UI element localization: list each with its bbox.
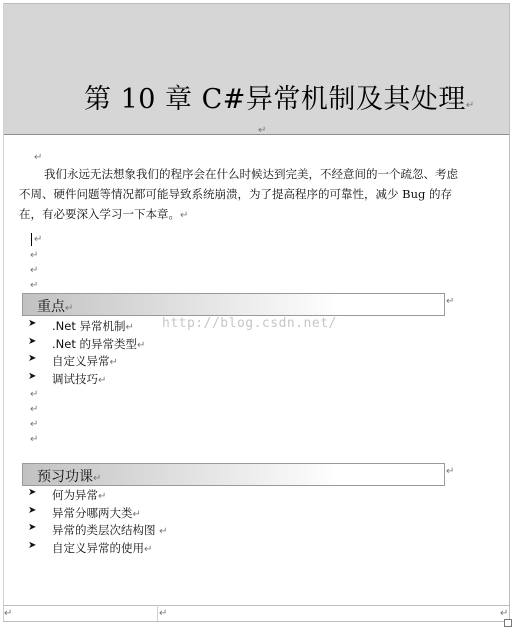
page-bottom-edge	[3, 621, 510, 622]
paragraph-mark-icon: ↵	[446, 466, 455, 477]
chapter-header-band[interactable]	[4, 4, 509, 135]
bullet-arrow-icon: ➤	[28, 522, 37, 533]
paragraph-mark-icon: ↵	[132, 508, 141, 520]
bullet-arrow-icon: ➤	[28, 353, 37, 364]
bullet-arrow-icon: ➤	[28, 487, 37, 498]
paragraph-mark-icon: ↵	[65, 303, 74, 314]
chapter-title-text[interactable]: 第 10 章 C#异常机制及其处理	[84, 84, 466, 115]
paragraph-mark-icon: ↵	[4, 608, 13, 619]
section-heading-label[interactable]: 重点↵	[37, 299, 74, 315]
paragraph-mark-icon: ↵	[30, 265, 39, 276]
section-heading-label[interactable]: 预习功课↵	[37, 469, 102, 485]
watermark: http://blog.csdn.net/	[162, 316, 337, 331]
paragraph-mark-icon: ↵	[98, 491, 107, 502]
paragraph-mark-icon: ↵	[159, 608, 168, 619]
paragraph-mark-icon: ↵	[137, 339, 146, 351]
paragraph-mark-icon: ↵	[34, 152, 43, 163]
paragraph-mark-icon: ↵	[125, 322, 134, 333]
paragraph-mark-icon: ↵	[258, 125, 267, 136]
intro-paragraph-text[interactable]: 我们永远无法想象我们的程序会在什么时候达到完美，不经意间的一个疏忽、考虑不周、硬件问题等情况都可能导致系统崩溃，为了提高程序的可靠性，减少 Bug 的存在，有必要深入学习一下本章。	[19, 167, 458, 221]
text-cursor	[31, 233, 32, 246]
paragraph-mark-icon: ↵	[30, 250, 39, 261]
intro-paragraph[interactable]	[19, 164, 459, 226]
bullet-arrow-icon: ➤	[28, 539, 37, 551]
paragraph-mark-icon: ↵	[159, 526, 168, 537]
paragraph-mark-icon: ↵	[30, 280, 39, 291]
page-right-edge	[509, 3, 510, 621]
footer-top-edge	[3, 605, 510, 606]
section-heading-preview[interactable]	[22, 463, 445, 486]
paragraph-mark-icon: ↵	[30, 419, 39, 430]
document-page: 第 10 章 C#异常机制及其处理↵ ↵ ↵ 我们永远无法想象我们的程序会在什么时候达到完美，不经意间的一个疏忽、考虑不周、硬件问题等情况都可能导致系统崩溃，为了提高程序的可靠性，减少 Bug 的存在，有必要深入学习一下本章。↵ ↵ ↵ ↵ ↵ 重点↵ ↵ ➤ .Net 异常机制↵ ➤ .Net 的异常类型↵ ➤ 自定义异常↵ ➤ 调试技巧↵ http://blog.csdn.net/ ↵ ↵ ↵ ↵ 预习功课↵ ↵ ➤ 何为异常↵ ➤ 异常分哪两大类↵ ➤ 异常的类层次结构图 ↵ ➤ 自定义异常的使用↵ ↵ ↵ ↵	[0, 0, 515, 626]
bullet-arrow-icon: ➤	[28, 504, 37, 516]
paragraph-mark-icon: ↵	[180, 210, 189, 221]
paragraph-mark-icon: ↵	[500, 608, 509, 619]
bullet-arrow-icon: ➤	[28, 370, 37, 382]
paragraph-mark-icon: ↵	[446, 296, 455, 307]
footer-cell-divider	[157, 605, 158, 621]
bullet-arrow-icon: ➤	[28, 318, 37, 329]
paragraph-mark-icon: ↵	[98, 374, 107, 386]
paragraph-mark-icon: ↵	[144, 543, 153, 555]
bullet-arrow-icon: ➤	[28, 335, 37, 347]
paragraph-mark-icon: ↵	[30, 404, 39, 415]
paragraph-mark-icon: ↵	[465, 100, 475, 111]
chapter-title[interactable]	[84, 77, 475, 116]
paragraph-mark-icon: ↵	[109, 357, 118, 368]
section-heading-key-points[interactable]	[22, 293, 445, 316]
paragraph-mark-icon: ↵	[34, 234, 43, 245]
paragraph-mark-icon: ↵	[93, 473, 102, 484]
paragraph-mark-icon: ↵	[30, 389, 39, 400]
paragraph-mark-icon: ↵	[30, 434, 39, 445]
